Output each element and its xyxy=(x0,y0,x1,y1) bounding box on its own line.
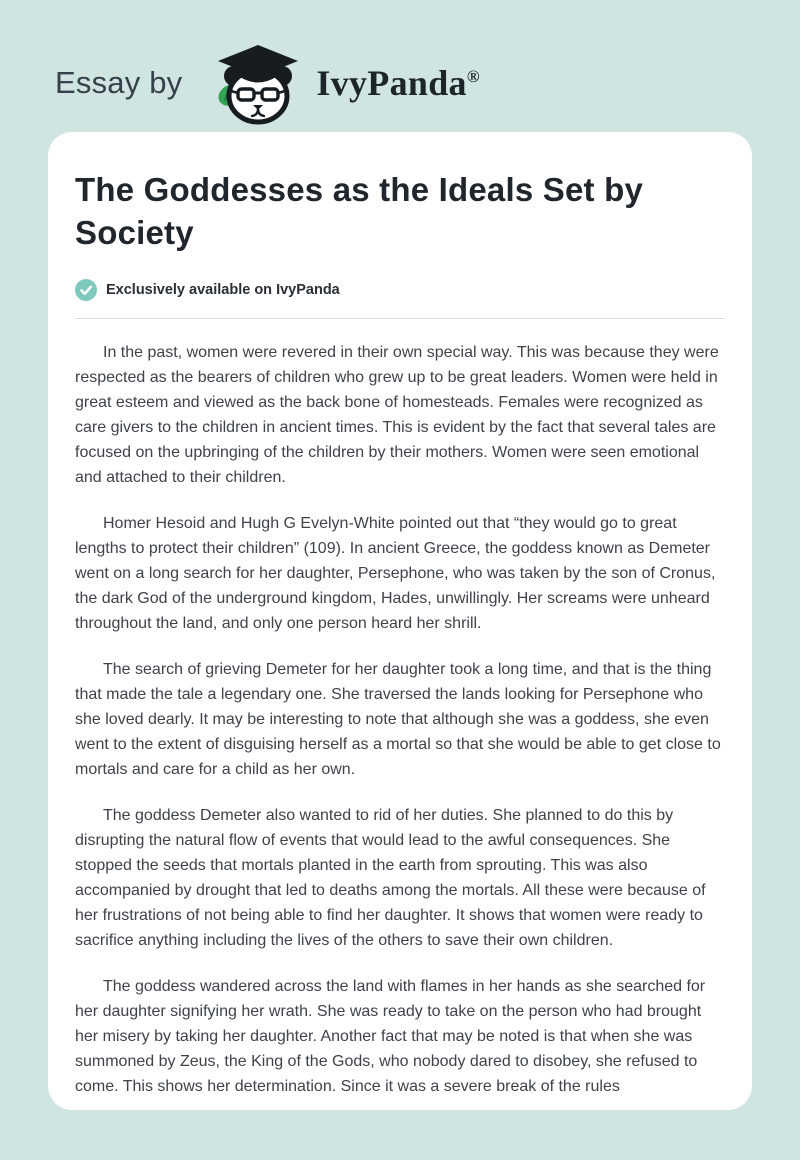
essay-by-label: Essay by xyxy=(55,65,183,100)
divider xyxy=(75,318,725,319)
panda-graduate-logo-icon xyxy=(208,39,308,127)
essay-paragraph: The goddess wandered across the land with flames in her hands as she searched for her daughter signifying her wrath. She was ready to take on the person who had brought her misery by taking her daughter. Another fact that may be noted is that when she was summoned by Zeus, the King of the Gods, who nobody dared to disobey, she refused to come. This shows her determination. Since it was a severe break of the rules xyxy=(75,978,706,1095)
site-header xyxy=(0,0,800,132)
exclusive-badge-label: Exclusively available on IvyPanda xyxy=(106,282,340,298)
essay-card xyxy=(48,132,752,1110)
essay-paragraph: Homer Hesoid and Hugh G Evelyn-White pointed out that “they would go to great lengths to protect their children” (109). In ancient Greece, the goddess known as Demeter went on a long search for her daughter, Persephone, who was taken by the son of Cronus, the dark God of the underground kingdom, Hades, unwillingly. Her screams were unheard throughout the land, and only one person heard her shrill. xyxy=(75,515,716,632)
essay-paragraph: The goddess Demeter also wanted to rid of her duties. She planned to do this by disrupting the natural flow of events that would lead to the awful consequences. She stopped the seeds that mortals planted in the earth from sprouting. This was also accompanied by drought that led to deaths among the mortals. All these were because of her frustrations of not being able to find her daughter. It shows that women were ready to sacrifice anything including the lives of the others to save their own children. xyxy=(75,807,706,949)
essay-paragraph: In the past, women were revered in their own special way. This was because they were respected as the bearers of children who grew up to be great leaders. Women were held in great esteem and viewed as the back bone of homesteads. Females were recognized as care givers to the children in ancient times. This is evident by the fact that several tales are focused on the upbringing of the children by their mothers. Women were seen emotional and attached to their children. xyxy=(75,344,719,486)
essay-paragraph: The search of grieving Demeter for her daughter took a long time, and that is the thing that made the tale a legendary one. She traversed the lands looking for Persephone who she loved dearly. It may be interesting to note that although she was a goddess, she even went to the extent of disguising herself as a mortal so that she would be able to get close to mortals and care for a child as her own. xyxy=(75,661,721,778)
check-icon xyxy=(75,279,97,301)
essay-body xyxy=(75,340,725,1099)
exclusive-badge xyxy=(75,279,725,301)
page-title: The Goddesses as the Ideals Set by Society xyxy=(75,171,644,251)
brand-name: IvyPanda® xyxy=(316,63,480,103)
registered-mark: ® xyxy=(466,67,480,86)
